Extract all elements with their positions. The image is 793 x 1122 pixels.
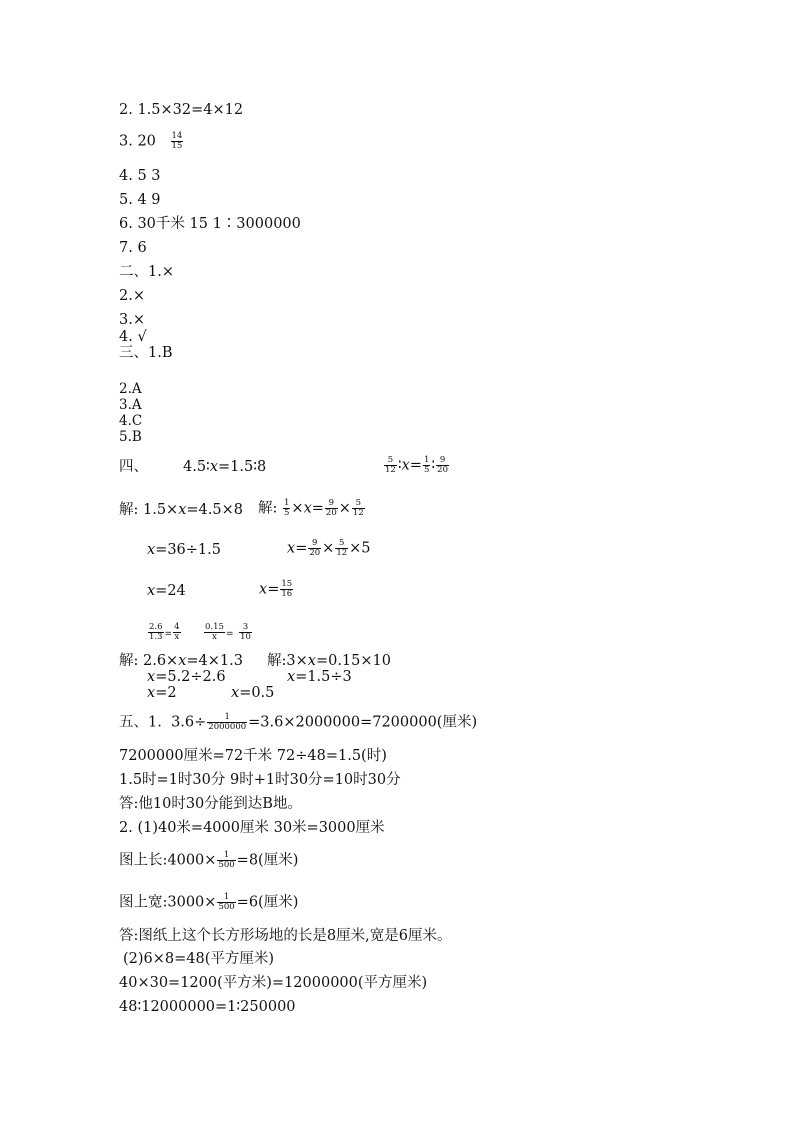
solution-line: 解:3×x=0.15×10 <box>267 653 391 669</box>
equation: $\frac{0.15}{x}$ = $\frac{3}{10}$ <box>205 622 251 642</box>
fraction: $\frac{3}{10}$ <box>240 622 251 642</box>
answer-line: 答:他10时30分能到达B地。 <box>119 796 302 812</box>
answer-line: 40×30=1200(平方米)=12000000(平方厘米) <box>119 975 428 991</box>
solution-line: x= $\frac{15}{16}$ <box>259 579 293 599</box>
answer-line: 5. 4 9 <box>119 192 161 208</box>
equation: $\frac{5}{12}$ ∶x= $\frac{1}{5}$ ∶ $\frac{9}{20}$ <box>385 455 448 475</box>
answer-line: 5.B <box>119 429 142 445</box>
fraction: $\frac{5}{12}$ <box>385 455 396 475</box>
fraction: $\frac{1}{2000000}$ <box>208 712 247 732</box>
solution-line: x=5.2÷2.6 <box>147 669 226 685</box>
solution-line: x=0.5 <box>231 685 275 701</box>
answer-line: (2)6×8=48(平方厘米) <box>123 951 275 967</box>
answer-line: 图上宽:3000× $\frac{1}{500}$ =6(厘米) <box>119 892 299 912</box>
solution-line: 解: 1.5×x=4.5×8 <box>119 502 243 518</box>
fraction: $\frac{1}{500}$ <box>218 850 235 870</box>
answer-line: 48∶12000000=1∶250000 <box>119 999 296 1015</box>
fraction: $\frac{1}{5}$ <box>284 498 290 518</box>
answer-line <box>119 132 184 151</box>
answer-text: 3. 20 <box>119 133 156 150</box>
answer-line: 图上长:4000× $\frac{1}{500}$ =8(厘米) <box>119 850 299 870</box>
answer-line: 3.A <box>119 397 142 413</box>
solution-line: x=36÷1.5 <box>147 542 221 558</box>
solution-line: x= $\frac{9}{20}$ × $\frac{5}{12}$ ×5 <box>287 538 371 558</box>
answer-line: 3.× <box>119 312 145 328</box>
answer-line: 2. (1)40米=4000厘米 30米=3000厘米 <box>119 820 385 836</box>
section-heading: 五、1. 3.6÷ $\frac{1}{2000000}$ =3.6×2000000=7200000(厘米) <box>119 712 478 732</box>
section-heading: 二、1.× <box>119 264 174 280</box>
answer-line: 4. √ <box>119 329 147 345</box>
fraction: $\frac{9}{20}$ <box>309 538 321 558</box>
answer-line: 7. 6 <box>119 240 147 256</box>
fraction: $\frac{9}{20}$ <box>325 498 337 518</box>
fraction: $\frac{1}{5}$ <box>423 455 430 475</box>
solution-line: x=24 <box>147 583 186 599</box>
equation: 4.5∶x=1.5∶8 <box>183 459 267 475</box>
fraction: $\frac{1}{500}$ <box>218 892 235 912</box>
fraction: $\frac{9}{20}$ <box>437 455 448 475</box>
fraction: $\frac{5}{12}$ <box>336 538 348 558</box>
answer-line: 2.A <box>119 381 142 397</box>
answer-line: 2. 1.5×32=4×12 <box>119 102 244 118</box>
answer-line: 2.× <box>119 288 145 304</box>
fraction: $\frac{14}{15}$ <box>171 131 183 151</box>
fraction: $\frac{4}{x}$ <box>174 622 180 642</box>
answer-line: 4.C <box>119 413 143 429</box>
equation: $\frac{2.6}{1.3}$ = $\frac{4}{x}$ <box>149 622 180 642</box>
fraction: $\frac{5}{12}$ <box>352 498 364 518</box>
answer-line: 4. 5 3 <box>119 168 161 184</box>
answer-line: 答:图纸上这个长方形场地的长是8厘米,宽是6厘米。 <box>119 928 452 944</box>
answer-line: 7200000厘米=72千米 72÷48=1.5(时) <box>119 748 387 764</box>
fraction: $\frac{15}{16}$ <box>281 579 293 599</box>
fraction: $\frac{0.15}{x}$ <box>205 622 224 642</box>
answer-line: 6. 30千米 15 1∶3000000 <box>119 216 301 232</box>
solution-line: x=1.5÷3 <box>287 669 352 685</box>
fraction: $\frac{2.6}{1.3}$ <box>149 622 163 642</box>
solution-line: x=2 <box>147 685 177 701</box>
section-heading: 四、 <box>119 459 148 475</box>
section-heading: 三、1.B <box>119 345 173 361</box>
solution-line: 解: 2.6×x=4×1.3 <box>119 653 243 669</box>
solution-line: 解: $\frac{1}{5}$ ×x= $\frac{9}{20}$ × $\frac{5}{12}$ <box>258 498 364 518</box>
answer-line: 1.5时=1时30分 9时+1时30分=10时30分 <box>119 772 401 788</box>
